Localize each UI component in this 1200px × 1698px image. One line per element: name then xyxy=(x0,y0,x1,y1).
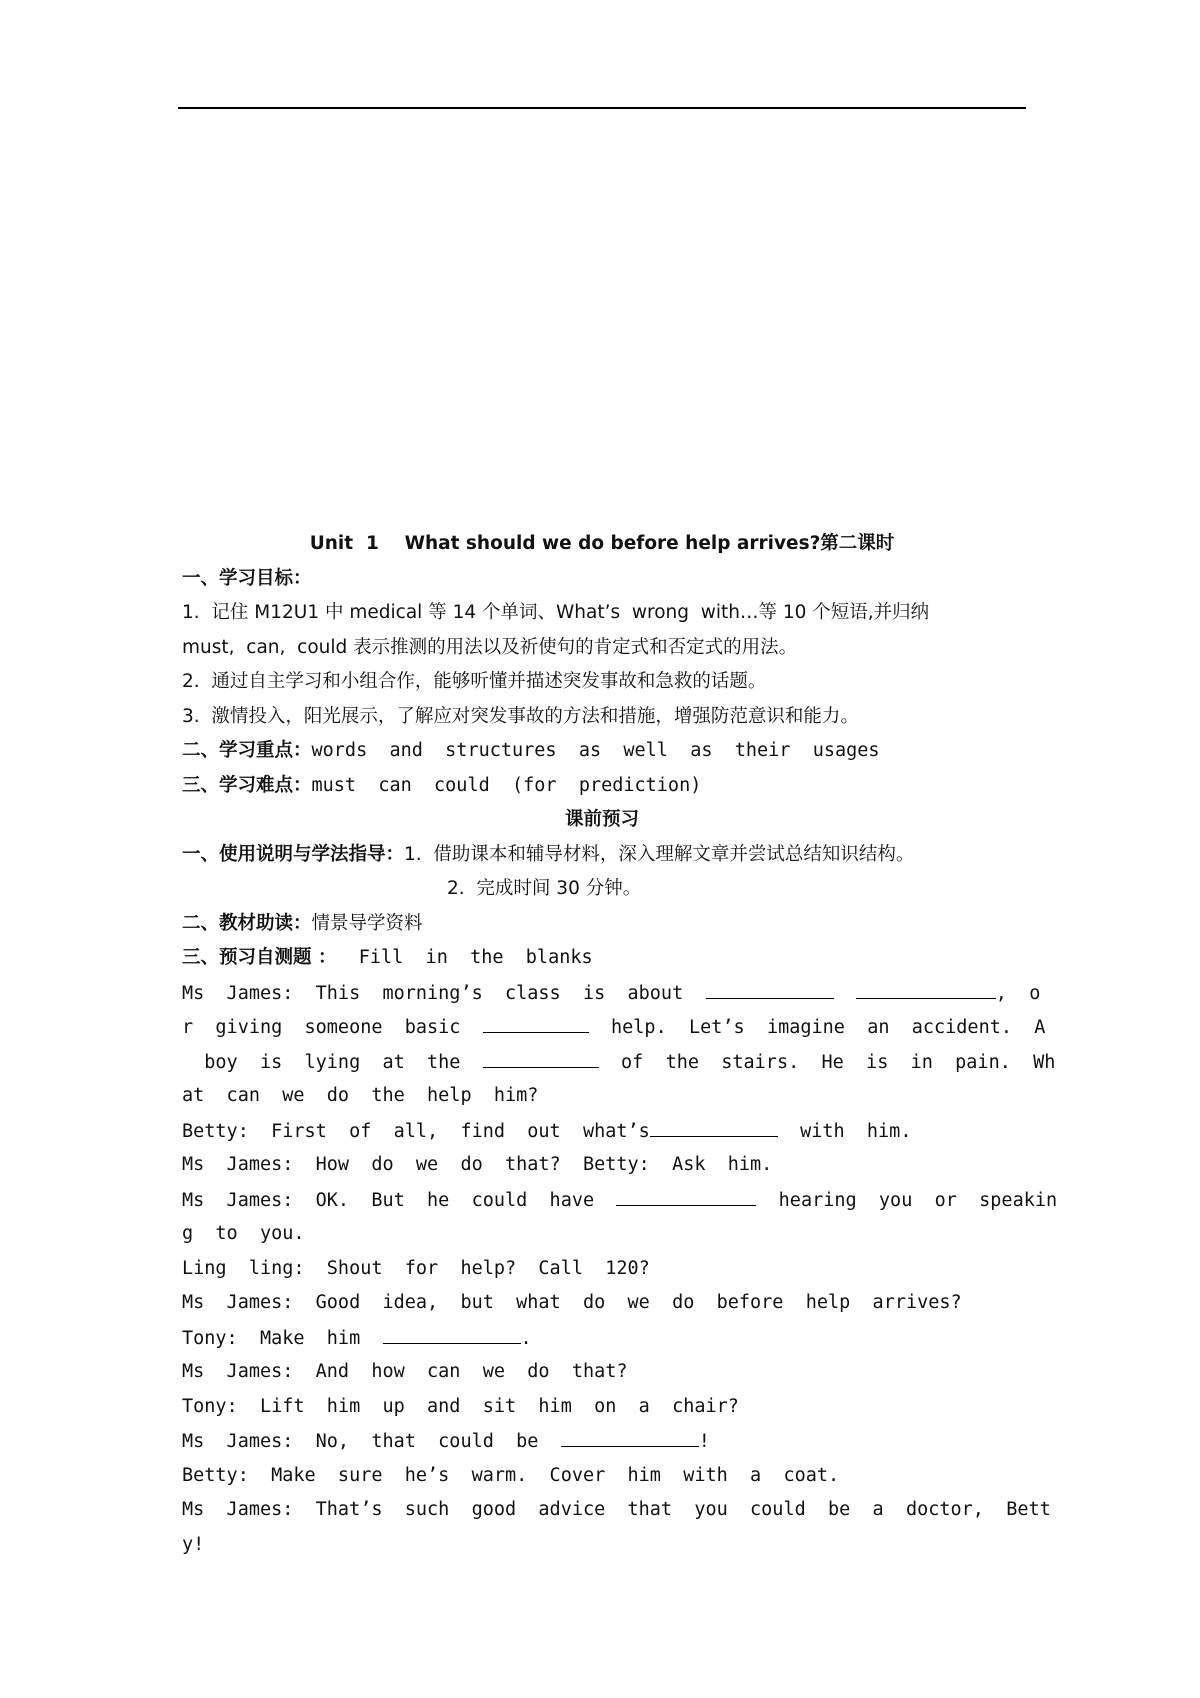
goal-3: 3. 激情投入，阳光展示，了解应对突发事故的方法和措施，增强防范意识和能力。 xyxy=(182,705,859,727)
dialogue-text: Tony: Make him xyxy=(182,1327,361,1349)
dialogue-line-8: g to you. xyxy=(182,1223,305,1244)
dialogue-text: with him. xyxy=(800,1120,912,1142)
preview-heading: 课前预习 xyxy=(564,809,639,830)
page-title: Unit 1 What should we do before help arrives?第二课时 xyxy=(309,533,895,554)
key-points-row xyxy=(182,734,1022,769)
dialogue-text: hearing you or speakin xyxy=(778,1189,1058,1211)
selftest-heading: 三、预习自测题 ： xyxy=(182,947,337,968)
material-row xyxy=(182,907,1022,942)
dialogue-text: help. Let’s imagine an accident. A xyxy=(611,1017,1046,1038)
dialogue-line-4: at can we do the help him? xyxy=(182,1085,539,1106)
dialogue-text: . xyxy=(520,1327,532,1349)
worksheet-content xyxy=(182,527,1058,1562)
dialogue-line-1 xyxy=(182,976,1041,1011)
dialogue-text: , o xyxy=(995,982,1041,1004)
answer-blank[interactable] xyxy=(483,1045,599,1068)
dialogue-text: r giving someone basic xyxy=(182,1017,461,1038)
difficulties-row xyxy=(182,769,1022,804)
header-rule xyxy=(178,107,1026,109)
dialogue-line-14 xyxy=(182,1424,1022,1459)
dialogue-line-2 xyxy=(182,1010,1046,1045)
dialogue-line-6: Ms James: How do we do that? Betty: Ask him. xyxy=(182,1154,773,1175)
selftest-row xyxy=(182,941,1022,976)
difficulties-text: must can could (for prediction) xyxy=(311,774,702,796)
answer-blank[interactable] xyxy=(561,1424,699,1447)
dialogue-line-9: Ling ling: Shout for help? Call 120? xyxy=(182,1257,650,1279)
dialogue-line-10: Ms James: Good idea, but what do we do before help arrives? xyxy=(182,1292,962,1313)
goal-1-line-a: 1. 记住 M12U1 中 medical 等 14 个单词、What’s wrong with…等 10 个短语,并归纳 xyxy=(182,602,930,623)
usage-heading: 一、使用说明与学法指导： xyxy=(182,843,405,865)
dialogue-line-11 xyxy=(182,1321,1022,1356)
dialogue-text: Ms James: OK. But he could have xyxy=(182,1189,595,1211)
dialogue-text: boy is lying at the xyxy=(182,1051,461,1073)
key-points-text: words and structures as well as their usages xyxy=(311,740,880,761)
usage-row xyxy=(182,838,1022,873)
dialogue-text: of the stairs. He is in pain. Wh xyxy=(621,1051,1056,1073)
answer-blank[interactable] xyxy=(383,1321,521,1344)
dialogue-text: ! xyxy=(698,1431,710,1452)
section-goals-heading: 一、学习目标： xyxy=(182,567,312,589)
key-points-heading: 二、学习重点： xyxy=(182,740,312,761)
difficulties-heading: 三、学习难点： xyxy=(182,774,312,796)
dialogue-line-7 xyxy=(182,1183,1058,1218)
dialogue-line-15: Betty: Make sure he’s warm. Cover him with a coat. xyxy=(182,1464,840,1486)
dialogue-text: Ms James: No, that could be xyxy=(182,1431,539,1452)
dialogue-text: Ms James: This morning’s class is about xyxy=(182,982,684,1004)
usage-item-1: 1. 借助课本和辅导材料，深入理解文章并尝试总结知识结构。 xyxy=(404,843,915,865)
usage-item-2: 2. 完成时间 30 分钟。 xyxy=(447,878,642,899)
goal-1-line-b: must, can, could 表示推测的用法以及祈使句的肯定式和否定式的用法。 xyxy=(182,636,798,658)
answer-blank[interactable] xyxy=(616,1183,756,1206)
dialogue-line-12: Ms James: And how can we do that? xyxy=(182,1361,628,1382)
dialogue-line-16: Ms James: That’s such good advice that you could be a doctor, Bett xyxy=(182,1499,1051,1520)
material-text: 情景导学资料 xyxy=(311,912,423,934)
material-heading: 二、教材助读： xyxy=(182,912,312,934)
dialogue-text: Betty: First of all, find out what’s xyxy=(182,1120,650,1142)
answer-blank[interactable] xyxy=(856,976,996,999)
answer-blank[interactable] xyxy=(483,1010,589,1033)
goal-2: 2. 通过自主学习和小组合作，能够听懂并描述突发事故和急救的话题。 xyxy=(182,671,767,692)
answer-blank[interactable] xyxy=(706,976,834,999)
answer-blank[interactable] xyxy=(650,1114,778,1137)
dialogue-line-13: Tony: Lift him up and sit him on a chair? xyxy=(182,1395,739,1417)
selftest-text: Fill in the blanks xyxy=(336,947,593,968)
dialogue-line-17: y! xyxy=(182,1533,205,1555)
dialogue-line-3 xyxy=(182,1045,1056,1080)
dialogue-line-5 xyxy=(182,1114,1022,1149)
